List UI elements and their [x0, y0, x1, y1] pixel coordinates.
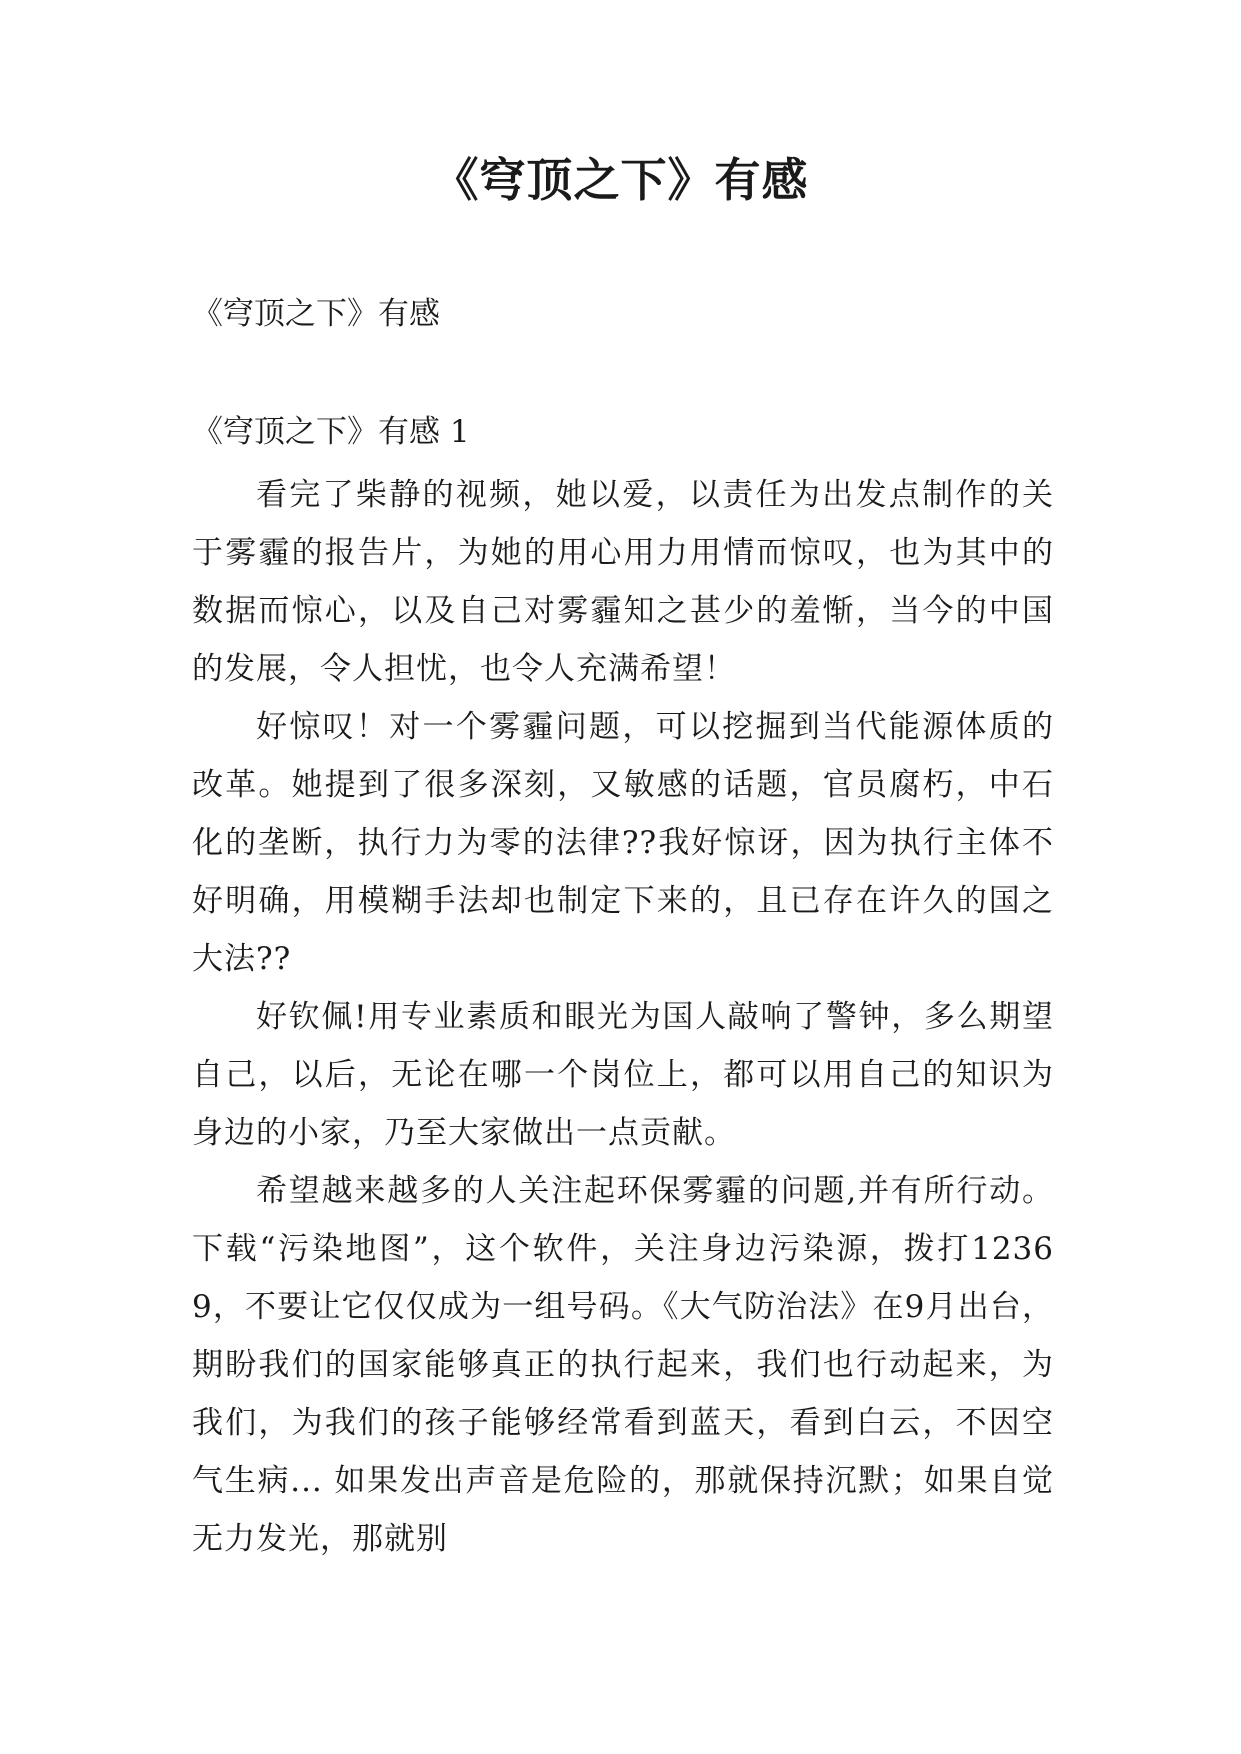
section-heading: 《穹顶之下》有感 1 — [192, 414, 470, 450]
paragraph-2: 好惊叹！对一个雾霾问题，可以挖掘到当代能源体质的改革。她提到了很多深刻，又敏感的话题，官员腐朽，中石化的垄断，执行力为零的法律??我好惊讶，因为执行主体不好明确，用模糊手法却也制定下来的，且已存在许久的国之大法?? — [192, 709, 1054, 977]
document-title: 《穹顶之下》有感 — [432, 153, 809, 207]
article-body — [192, 466, 1054, 1568]
document-subtitle: 《穹顶之下》有感 — [192, 296, 440, 332]
paragraph-4: 希望越来越多的人关注起环保雾霾的问题,并有所行动。下载“污染地图”，这个软件，关注身边污染源，拨打12369，不要让它仅仅成为一组号码。《大气防治法》在9月出台，期盼我们的国家能够真正的执行起来，我们也行动起来，为我们，为我们的孩子能够经常看到蓝天，看到白云，不因空气生病... 如果发出声音是危险的，那就保持沉默；如果自觉无力发光，那就别 — [192, 1173, 1054, 1557]
paragraph-1: 看完了柴静的视频，她以爱，以责任为出发点制作的关于雾霾的报告片，为她的用心用力用情而惊叹，也为其中的数据而惊心，以及自己对雾霾知之甚少的羞惭，当今的中国的发展，令人担忧，也令人充满希望！ — [192, 477, 1054, 687]
paragraph-3: 好钦佩!用专业素质和眼光为国人敲响了警钟，多么期望自己，以后，无论在哪一个岗位上，都可以用自己的知识为身边的小家，乃至大家做出一点贡献。 — [192, 999, 1054, 1151]
